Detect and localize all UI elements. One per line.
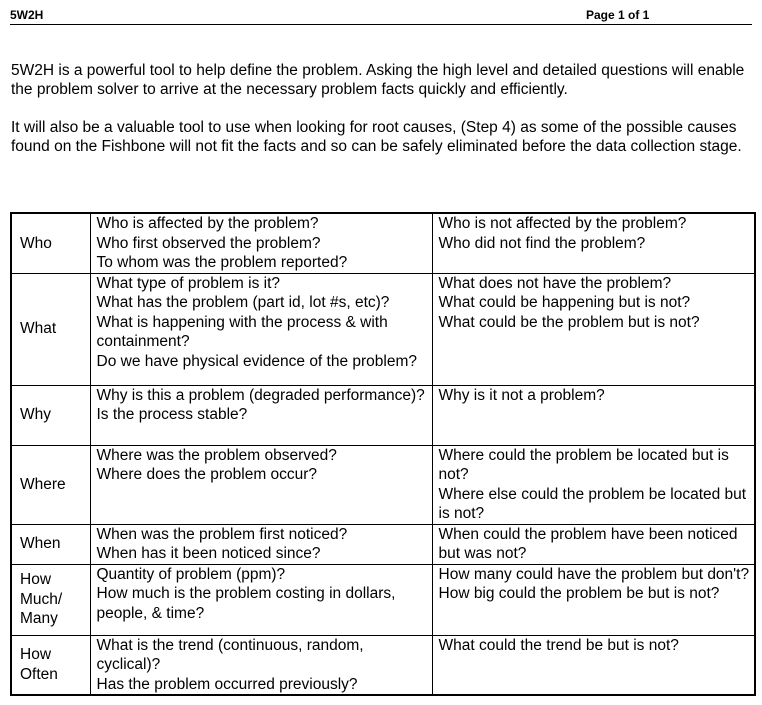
question-text: Is the process stable? bbox=[96, 406, 248, 423]
page-number: Page 1 of 1 bbox=[586, 8, 650, 22]
question-text: What is the trend (continuous, random, cyclical)? bbox=[96, 636, 368, 673]
table-row bbox=[11, 385, 755, 445]
row-label: Why bbox=[11, 385, 90, 445]
question-text: What does not have the problem? bbox=[438, 274, 672, 292]
question-text: Who did not find the problem? bbox=[438, 234, 646, 252]
5w2h-table bbox=[10, 212, 756, 696]
question-text: Where does the problem occur? bbox=[96, 466, 318, 483]
is-questions-cell bbox=[90, 445, 432, 524]
is-questions-cell bbox=[90, 564, 432, 635]
is-questions-cell bbox=[90, 524, 432, 564]
question-text: Who first observed the problem? bbox=[96, 234, 321, 252]
question-text: What could the trend be but is not? bbox=[438, 636, 679, 654]
question-text: What could be happening but is not? bbox=[438, 294, 691, 311]
table-row bbox=[11, 635, 755, 695]
question-text: Why is this a problem (degraded performance)? bbox=[96, 386, 425, 404]
is-questions-cell bbox=[90, 385, 432, 445]
question-text: Quantity of problem (ppm)? bbox=[96, 565, 286, 583]
is-not-questions-cell bbox=[432, 524, 755, 564]
question-text: Where was the problem observed? bbox=[96, 446, 337, 464]
row-label: When bbox=[11, 524, 90, 564]
is-not-questions-cell bbox=[432, 564, 755, 635]
row-label: Who bbox=[11, 213, 90, 273]
row-label: What bbox=[11, 273, 90, 385]
question-text: Where else could the problem be located but is not? bbox=[438, 485, 751, 522]
is-questions-cell bbox=[90, 213, 432, 273]
question-text: What is happening with the process & with containment? bbox=[96, 313, 393, 350]
question-text: Where could the problem be located but is not? bbox=[438, 446, 734, 483]
question-text: How much is the problem costing in dollars, people, & time? bbox=[96, 585, 400, 622]
is-questions-cell bbox=[90, 635, 432, 695]
table-row bbox=[11, 524, 755, 564]
question-text: When has it been noticed since? bbox=[96, 545, 321, 562]
is-questions-cell bbox=[90, 273, 432, 385]
is-not-questions-cell bbox=[432, 445, 755, 524]
question-text: When was the problem first noticed? bbox=[96, 525, 348, 543]
question-text: When could the problem have been noticed but was not? bbox=[438, 525, 742, 562]
is-not-questions-cell bbox=[432, 213, 755, 273]
question-text: Do we have physical evidence of the problem? bbox=[96, 352, 418, 370]
question-text: How big could the problem be but is not? bbox=[438, 585, 720, 602]
is-not-questions-cell bbox=[432, 635, 755, 695]
intro-paragraph-1: 5W2H is a powerful tool to help define the problem. Asking the high level and detailed questions will enable the problem solver to arrive at the necessary problem facts quickly and efficiently. bbox=[11, 62, 745, 98]
question-text: How many could have the problem but don't? bbox=[438, 565, 750, 583]
row-label: How Often bbox=[11, 635, 90, 695]
question-text: What has the problem (part id, lot #s, etc)? bbox=[96, 294, 390, 311]
question-text: To whom was the problem reported? bbox=[96, 254, 348, 271]
question-text: What could be the problem but is not? bbox=[438, 313, 700, 331]
is-not-questions-cell bbox=[432, 273, 755, 385]
row-label: How Much/ Many bbox=[11, 564, 90, 635]
table-row bbox=[11, 445, 755, 524]
table-row bbox=[11, 564, 755, 635]
question-text: Who is affected by the problem? bbox=[96, 215, 319, 232]
table-row bbox=[11, 273, 755, 385]
is-not-questions-cell bbox=[432, 385, 755, 445]
question-text: Who is not affected by the problem? bbox=[438, 215, 687, 232]
row-label: Where bbox=[11, 445, 90, 524]
table-row bbox=[11, 213, 755, 273]
page-header bbox=[10, 7, 752, 25]
intro-paragraph-2: It will also be a valuable tool to use when looking for root causes, (Step 4) as some of the possible causes found on the Fishbone will not fit the facts and so can be safely eliminated before the data collection stage. bbox=[11, 119, 742, 155]
question-text: Has the problem occurred previously? bbox=[96, 675, 358, 693]
document-title: 5W2H bbox=[10, 8, 44, 22]
question-text: What type of problem is it? bbox=[96, 274, 280, 292]
question-text: Why is it not a problem? bbox=[438, 386, 605, 404]
